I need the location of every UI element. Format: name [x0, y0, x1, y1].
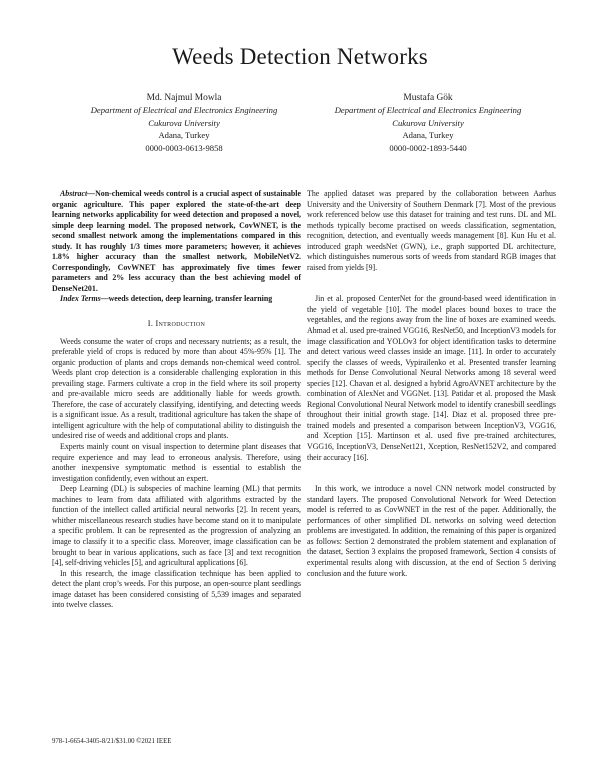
- author-location: Adana, Turkey: [158, 130, 210, 141]
- author-orcid: 0000-0002-1893-5440: [389, 142, 467, 153]
- right-column: [307, 189, 556, 579]
- body-paragraph: Jin et al. proposed CenterNet for the ground-based weed identification in the yield of vegetable [10]. The model places bound boxes to trace the vegetables, and the regions away from the line of boxes are examined weeds. Ahmad et al. used pre-trained VGG16, ResNet50, and InceptionV3 models for image classification and YOLOv3 for object identification tasks to determine and detect various weed classes inside an image. [11]. In order to accurately specify the classes of weeds, Vypirailenko et al. Presented transfer learning methods for Dense Convolutional Neural Networks among 18 several weed species [12]. Chavan et al. designed a hybrid AgroAVNET architecture by the combination of AlexNet and VGGNet. [13]. Patidar et al. proposed the Mask Regional Convolutional Neural Network model to identify cranesbill seedlings throughout their initial growth stage. [14]. Diaz et al. proposed three pre-trained models and presented a comparison between InceptionV3, VGG16, and Xception [15]. Martinson et al. used five pre-trained architectures, VGG16, InceptionV3, DenseNet121, Xception, ResNet152V2, and compared their accuracy [16].: [307, 294, 556, 462]
- copyright-footer: 978-1-6654-3405-8/21/$31.00 ©2021 IEEE: [52, 738, 172, 745]
- section-heading-introduction: I. Introduction: [147, 319, 206, 329]
- body-paragraph: Deep Learning (DL) is subspecies of machine learning (ML) that permits machines to learn from data affiliated with algorithms extracted by the function of the intellect called artificial neural networks [2]. In recent years, whither miscellaneous research studies have become stand on it to manipulate a specific problem. It can be represented as the progression of analyzing an image to classify it to a specific class. Moreover, image classification can be brought to bear in various applications, such as face [3] and text recognition [4], self-driving vehicles [5], and agricultural applications [6].: [52, 484, 301, 568]
- body-paragraph: In this research, the image classification technique has been applied to detect the plant crop’s weeds. For this purpose, an open-source plant seedlings image dataset has been considered consisting of 5,539 images and separated into twelve classes.: [52, 568, 301, 610]
- abstract-text: Non-chemical weeds control is a crucial aspect of sustainable organic agriculture. This paper explored the state-of-the-art deep learning networks applicability for weed detection and proposed a novel, simple deep learning model. The proposed network, CovWNET, is the second smallest network among the implementations compared in this study. It has roughly 1/3 times more parameters; however, it achieves 1.8% higher accuracy than the smallest network, MobileNetV2. Correspondingly, CovWNET has approximately five times fewer parameters and 2% less accuracy than the best achieving model of DenseNet201.: [52, 189, 301, 293]
- index-terms-label: Index Terms—: [60, 294, 109, 304]
- author-block-2: [303, 92, 553, 154]
- author-orcid: 0000-0003-0613-9858: [145, 142, 223, 153]
- author-location: Adana, Turkey: [402, 130, 454, 141]
- author-name: Mustafa Gök: [403, 93, 453, 103]
- index-terms-text: weeds detection, deep learning, transfer learning: [108, 294, 273, 304]
- body-paragraph: The applied dataset was prepared by the collaboration between Aarhus University and the University of Southern Denmark [7]. Most of the previous work referenced below use this dataset for training and test runs. DL and ML methods typically become practised on weeds classification, segmentation, recognition, detection, and eventually weeds management [8]. Kun Hu et al. introduced graph weedsNet (GWN), i.e., graph supported DL architecture, which distinguishes numerous sorts of weeds from standard RGB images that raised from yields [9].: [307, 189, 556, 272]
- author-university: Cukurova University: [392, 117, 464, 128]
- author-department: Department of Electrical and Electronics Engineering: [334, 105, 522, 116]
- author-university: Cukurova University: [148, 117, 220, 128]
- body-paragraph: Weeds consume the water of crops and necessary nutrients; as a result, the preferable yield of crops is reduced by more than about 45%-95% [1]. The organic production of plants and crops demands non-chemical weed control. Weeds plant crop detection is a considerable challenging exploration in this prevailing stage. Farmers cultivate a crop in the field where its soil property and pre-available micro seeds are additionally liable for weeds growth. Therefore, the case of accurately classifying, identifying, and detecting weeds is a significant issue. As a result, traditional agriculture has taken the shape of intelligent agriculture with the help of computational ability to distinguish the undesired rise of weeds and additional crops and plants.: [52, 336, 301, 441]
- left-column: [52, 189, 301, 611]
- paper-title: Weeds Detection Networks: [172, 44, 428, 69]
- author-department: Department of Electrical and Electronics Engineering: [90, 105, 278, 116]
- abstract: [52, 189, 301, 294]
- body-paragraph: In this work, we introduce a novel CNN network model constructed by standard layers. The proposed Convolutional Network for Weed Detection model is referred to as CovWNET in the rest of the paper. Additionally, the performances of other simplified DL networks on solving weed detection problems are investigated. In addition, the remaining of this paper is organized as follows: Section 2 demonstrated the problem statement and explanation of the dataset, Section 3 explains the proposed framework, Section 4 consists of experimental results along with discussion, at the end of Section 5 deriving conclusion and the future work.: [307, 484, 556, 578]
- body-paragraph: Experts mainly count on visual inspection to determine plant diseases that require experience and may lead to erroneous analysis. Therefore, using another inexpensive symptomatic method is essential to establish the investigation confidently, even without an expert.: [52, 442, 301, 483]
- index-terms: [52, 294, 301, 305]
- author-block-1: [59, 92, 309, 154]
- author-name: Md. Najmul Mowla: [146, 93, 222, 103]
- abstract-label: Abstract—: [60, 189, 96, 198]
